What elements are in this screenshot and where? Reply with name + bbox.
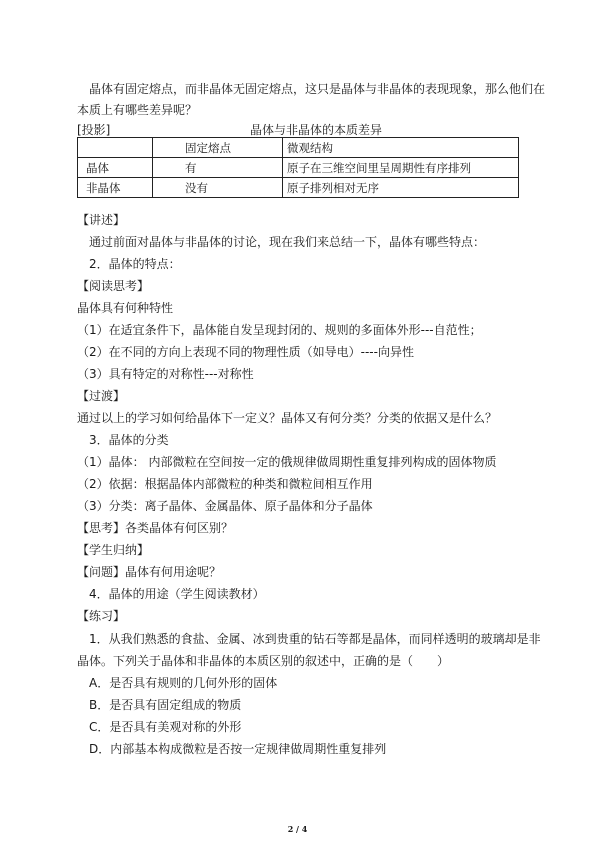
question-1-line-1: 1．从我们熟悉的食盐、金属、冰到贵重的钻石等都是晶体，而同样透明的玻璃却是非 <box>89 632 541 646</box>
intro-line-1: 晶体有固定熔点，而非晶体无固定熔点，这只是晶体与非晶体的表现现象，那么他们在 <box>89 82 546 96</box>
practice-tag: 【练习】 <box>77 609 126 623</box>
comparison-table <box>77 137 519 198</box>
option-b: B．是否具有固定组成的物质 <box>89 698 242 712</box>
classification-2: （2）依据：根据晶体内部微粒的种类和微粒间相互作用 <box>77 477 373 491</box>
option-d: D．内部基本构成微粒是否按一定规律做周期性重复排列 <box>89 742 387 756</box>
section-3-heading: 3．晶体的分类 <box>89 433 169 447</box>
trait-2: （2）在不同的方向上表现不同的物理性质（如导电）----向异性 <box>77 345 414 359</box>
table-cell: 非晶体 <box>78 178 153 198</box>
classification-1: （1）晶体： 内部微粒在空间按一定的俄规律做周期性重复排列构成的固体物质 <box>77 455 497 469</box>
section-4-heading: 4．晶体的用途（学生阅读教材） <box>89 587 265 601</box>
page-number: 2 / 4 <box>287 824 308 834</box>
transition-text: 通过以上的学习如何给晶体下一定义？晶体又有何分类？分类的依据又是什么？ <box>77 411 498 425</box>
think-line: 【思考】各类晶体有何区别？ <box>77 521 234 535</box>
student-summary-tag: 【学生归纳】 <box>77 543 150 557</box>
option-c: C．是否具有美观对称的外形 <box>89 720 242 734</box>
projection-tag: [投影] <box>77 123 111 137</box>
table-header-row <box>78 138 519 158</box>
table-cell: 没有 <box>153 178 283 198</box>
reading-text: 晶体具有何种特性 <box>77 301 174 315</box>
trait-1: （1）在适宜条件下，晶体能自发呈现封闭的、规则的多面体外形---自范性； <box>77 323 482 337</box>
lecture-text: 通过前面对晶体与非晶体的讨论，现在我们来总结一下，晶体有哪些特点： <box>89 235 486 249</box>
table-header-cell: 微观结构 <box>283 138 519 158</box>
table-header-cell: 固定熔点 <box>153 138 283 158</box>
table-header-cell <box>78 138 153 158</box>
question-line: 【问题】晶体有何用途呢？ <box>77 565 222 579</box>
classification-3: （3）分类：离子晶体、金属晶体、原子晶体和分子晶体 <box>77 499 373 513</box>
trait-3: （3）具有特定的对称性---对称性 <box>77 367 254 381</box>
projection-title: 晶体与非晶体的本质差异 <box>250 123 383 137</box>
table-cell: 原子排列相对无序 <box>283 178 519 198</box>
table-cell: 原子在三维空间里呈周期性有序排列 <box>283 158 519 178</box>
intro-line-2: 本质上有哪些差异呢？ <box>77 103 198 117</box>
option-a: A．是否具有规则的几何外形的固体 <box>89 676 278 690</box>
table-row <box>78 178 519 198</box>
reading-tag: 【阅读思考】 <box>77 279 150 293</box>
table-cell: 晶体 <box>78 158 153 178</box>
transition-tag: 【过渡】 <box>77 389 126 403</box>
section-2-heading: 2．晶体的特点： <box>89 257 181 271</box>
table-row <box>78 158 519 178</box>
lecture-tag: 【讲述】 <box>77 213 126 227</box>
table-cell: 有 <box>153 158 283 178</box>
question-1-line-2: 晶体。下列关于晶体和非晶体的本质区别的叙述中，正确的是（ ） <box>77 654 450 668</box>
